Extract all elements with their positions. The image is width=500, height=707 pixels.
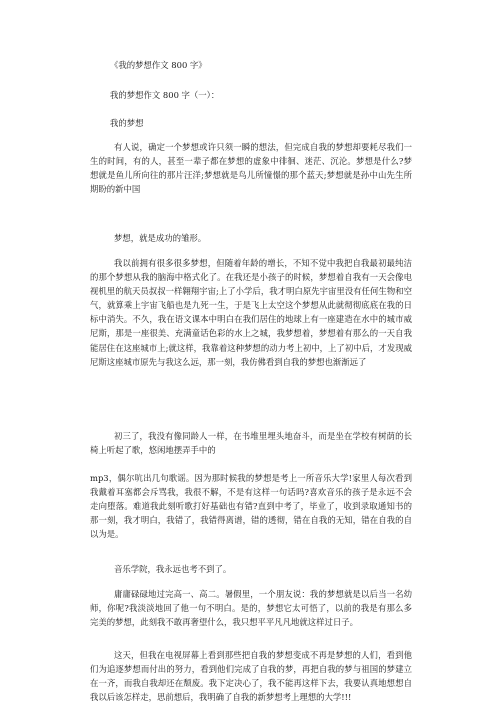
paragraph-5: mp3，偶尔吭出几句歌谣。因为那时候我的梦想是考上一所音乐大学!家里人每次看到我戴着耳塞都会斥骂我，我很不解，不是有这样一句话吗?喜欢音乐的孩子是永远不会走向堕落。难道我此刻听歌打好基础也有错?直到中考了，毕业了，收到录取通知书的那一刻，我才明白，我错了，我错得离谱，错的透彻，错在自我的无知，错在自我的自以为是。 (90, 473, 412, 540)
document-subtitle: 我的梦想作文 800 字（一）： (110, 90, 220, 100)
paragraph-1: 有人说，确定一个梦想或许只须一瞬的想法，但完成自我的梦想却要耗尽我们一生的时间，有的人，甚至一辈子都在梦想的虚象中徘徊、迷茫、沉沦。梦想是什么?梦想就是鱼儿所向往的那片汪洋;梦想就是鸟儿所憧憬的那个蓝天;梦想就是孙中山先生所期盼的新中国 (90, 142, 412, 195)
document-title: 《我的梦想作文 800 字》 (110, 60, 207, 70)
paragraph-4: 初三了，我没有像同龄人一样，在书堆里埋头地奋斗，而是坐在学校有树荫的长椅上听起了歌，悠闲地摆弄手中的 (90, 431, 412, 456)
paragraph-6: 音乐学院，我永远也考不到了。 (114, 564, 232, 574)
paragraph-3: 我以前拥有很多很多梦想，但随着年龄的增长，不知不觉中我把自我最初最纯洁的那个梦想从我的脑海中格式化了。在我还是小孩子的时候，梦想着自我有一天会像电视机里的航天员叔叔一样翱翔宇宙;上了小学后，我才明白原先宇宙里没有任何生物和空气，就算乘上宇宙飞船也是九死一生，于是飞上太空这个梦想从此就彻彻底底在我的日标中消失。不久，我在语文课本中明白在我们居住的地球上有一座建造在水中的城市威尼斯，那是一座很美、充满童话色彩的水上之城，我梦想着，梦想着有那么的一天自我能居住在这座城市上;就这样，我靠着这种梦想的动力考上初中，上了初中后，才发现威尼斯这座城市原先与我这么远，那一刻，我仿佛看到自我的梦想也渐渐远了 (90, 258, 412, 367)
paragraph-7: 庸庸碌碌地过完高一、高二。暑假里，一个朋友说：我的梦想就是以后当一名幼师，你呢?我淡淡地回了他一句不明白。是的，梦想它太可悟了，以前的我是有那么多完美的梦想，此刻我不敢再奢望什么，我只想平平凡凡地就这样过日子。 (90, 589, 412, 628)
paragraph-2: 梦想，就是成功的雏形。 (114, 233, 207, 243)
essay-heading: 我的梦想 (110, 118, 144, 128)
paragraph-8: 这天，但我在电视屏幕上看到那些把自我的梦想变成不再是梦想的人们，看到他们为追逐梦想而付出的努力，看到他们完成了自我的梦，再把自我的梦与祖国的梦建立在一齐，而我自我却还在颓废。我下定决心了，我不能再这样下去，我要认真地想想自我以后该怎样走，思前想后，我明确了自我的新梦想考上理想的大学!!! (90, 650, 412, 703)
